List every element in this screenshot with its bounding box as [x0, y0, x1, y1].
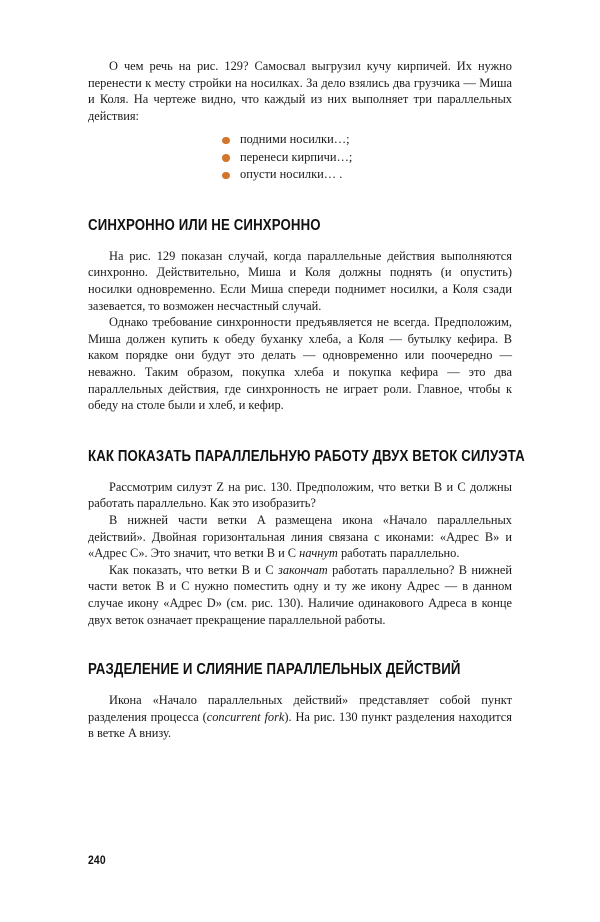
spacer [88, 465, 512, 479]
section-heading-fork-join: РАЗДЕЛЕНИЕ И СЛИЯНИЕ ПАРАЛЛЕЛЬНЫХ ДЕЙСТВИЙ [88, 661, 461, 679]
text-run: работать параллельно. [337, 546, 460, 561]
spacer [88, 124, 512, 131]
text-run: ). На рис. 130 пункт разделения находится в ветке A внизу. [88, 709, 513, 741]
emphasis-concurrent-fork: concurrent fork [206, 709, 285, 724]
section-heading-synchronously: СИНХРОННО ИЛИ НЕ СИНХРОННО [88, 216, 321, 234]
section2-paragraph-2 [88, 512, 512, 562]
spacer [88, 414, 512, 448]
list-item [222, 166, 512, 184]
list-item-label: опусти носилки… . [240, 167, 343, 182]
bullet-dot-icon [222, 154, 230, 162]
text-run: работать параллельно? В нижней части веток B и C нужно поместить одну и ту же икону Адрес — в данном случае икону «Адрес D» (см. рис. 130). Наличие одинакового Адреса в конце двух веток означает прекращение параллельной работы. [88, 562, 512, 627]
spacer [88, 628, 512, 661]
spacer [88, 184, 512, 217]
emphasis-zakonchat: закончат [278, 562, 328, 577]
section2-paragraph-3 [88, 562, 512, 628]
parallel-actions-list [88, 131, 512, 184]
section-heading-parallel-branches: КАК ПОКАЗАТЬ ПАРАЛЛЕЛЬНУЮ РАБОТУ ДВУХ ВЕТОК СИЛУЭТА [88, 447, 525, 465]
section1-paragraph-2: Однако требование синхронности предъявляется не всегда. Предположим, Миша должен купить к обеду буханку хлеба, а Коля — бутылку кефира. В каком порядке они будут это делать — одновременно или поочередно — неважно. Таким образом, покупка хлеба и покупка кефира — это два параллельных действия, где синхронность не играет роли. Главное, чтобы к обеду на столе были и хлеб, и кефир. [88, 315, 512, 413]
intro-paragraph: О чем речь на рис. 129? Самосвал выгрузил кучу кирпичей. Их нужно перенести к месту стройки на носилках. За дело взялись два грузчика — Миша и Коля. На чертеже видно, что каждый из них выполняет три параллельных действия: [88, 59, 512, 123]
list-item-label: подними носилки…; [240, 132, 350, 147]
text-run: В нижней части ветки A размещена икона «Начало параллельных действий». Двойная горизонтальная линия связана с иконами: «Адрес B» и «Адрес C». Это значит, что ветки B и C [88, 513, 512, 561]
list-item [222, 149, 512, 167]
page-number: 240 [88, 855, 106, 867]
list-item-label: перенеси кирпичи…; [240, 149, 353, 164]
emphasis-nachnut: начнут [299, 546, 338, 561]
bullet-dot-icon [222, 172, 230, 180]
spacer [88, 234, 512, 248]
section3-paragraph-1 [88, 692, 512, 742]
spacer [88, 678, 512, 692]
text-run: Икона «Начало параллельных действий» представляет собой пункт разделения процесса ( [88, 693, 512, 724]
text-run: Как показать, что ветки B и C [109, 562, 278, 577]
list-item [222, 131, 512, 149]
section2-paragraph-1: Рассмотрим силуэт Z на рис. 130. Предположим, что ветки B и C должны работать параллельно. Как это изобразить? [88, 479, 512, 511]
section1-paragraph-1: На рис. 129 показан случай, когда параллельные действия выполняются синхронно. Действительно, Миша и Коля должны поднять (и опустить) носилки одновременно. Если Миша спереди поднимет носилки, а Коля сзади зазевается, то возможен несчастный случай. [88, 248, 512, 313]
page-content [88, 58, 525, 742]
bullet-dot-icon [222, 137, 230, 145]
